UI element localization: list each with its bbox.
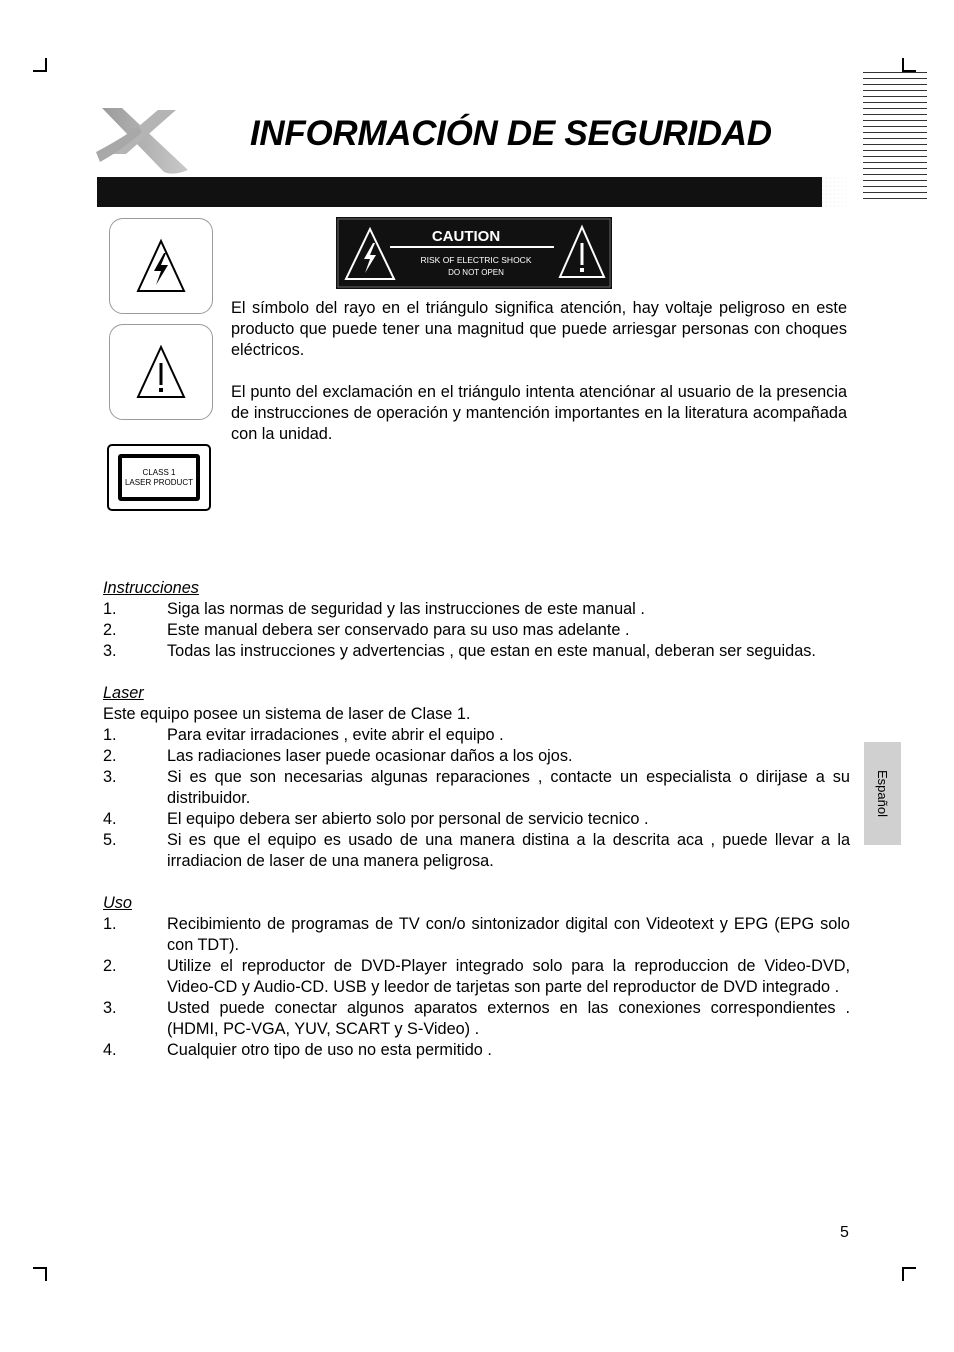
item-text: Si es que son necesarias algunas reparaciones , contacte un especialista o dirijase a su distribuidor. bbox=[167, 768, 850, 807]
lightning-triangle-icon bbox=[346, 229, 394, 279]
section-laser bbox=[103, 683, 850, 872]
item-number: 3. bbox=[103, 999, 117, 1017]
laser-label-line-2: LASER PRODUCT bbox=[124, 477, 193, 487]
item-text: Para evitar irradaciones , evite abrir el equipo . bbox=[167, 726, 504, 744]
caution-label bbox=[336, 217, 612, 289]
list-item bbox=[103, 725, 850, 746]
language-tab-label: Español bbox=[875, 770, 890, 817]
crop-mark-bottom-left bbox=[33, 1267, 47, 1281]
list-item bbox=[103, 1040, 850, 1061]
section-instrucciones bbox=[103, 578, 850, 662]
item-text: Si es que el equipo es usado de una manera distina a la descrita aca , puede llevar a la irradiacion de laser de una manera peligrosa. bbox=[167, 831, 850, 870]
item-number: 1. bbox=[103, 726, 117, 744]
section-title: Uso bbox=[103, 894, 132, 912]
list-item bbox=[103, 767, 850, 809]
exclamation-explanation: El punto del exclamación en el triángulo intenta atenciónar al usuario de la presencia de instrucciones de operación y mantención importantes en la literatura acompañada con la unidad. bbox=[231, 383, 847, 443]
crop-mark-top-left bbox=[33, 58, 47, 72]
symbol-explanations bbox=[231, 298, 847, 466]
item-text: Cualquier otro tipo de uso no esta permitido . bbox=[167, 1041, 492, 1059]
list-item bbox=[103, 998, 850, 1040]
item-number: 3. bbox=[103, 768, 117, 786]
item-number: 4. bbox=[103, 1041, 117, 1059]
item-text: Usted puede conectar algunos aparatos externos en las conexiones correspondientes . (HDMI, PC-VGA, YUV, SCART y S-Video) . bbox=[167, 999, 850, 1038]
item-text: Utilize el reproductor de DVD-Player integrado solo para la reproduccion de Video-DVD, Video-CD y Audio-CD. USB y leedor de tarjetas son parte del reproductor de DVD integrado . bbox=[167, 957, 850, 996]
page-number: 5 bbox=[840, 1224, 849, 1241]
caution-heading: CAUTION bbox=[431, 228, 501, 245]
language-tab bbox=[864, 742, 901, 845]
item-text: Todas las instrucciones y advertencias , que estan en este manual, deberan ser seguidas. bbox=[167, 642, 816, 660]
item-number: 2. bbox=[103, 621, 117, 639]
caution-line-2: DO NOT OPEN bbox=[448, 268, 504, 277]
list-item bbox=[103, 746, 850, 767]
lightning-triangle-icon bbox=[110, 219, 212, 313]
item-number: 2. bbox=[103, 747, 117, 765]
item-number: 1. bbox=[103, 600, 117, 618]
item-number: 3. bbox=[103, 642, 117, 660]
safety-content bbox=[103, 578, 850, 1082]
crop-mark-bottom-right bbox=[902, 1267, 916, 1281]
exclamation-triangle-icon bbox=[560, 227, 604, 277]
list-item bbox=[103, 956, 850, 998]
list-item bbox=[103, 914, 850, 956]
striped-tab-decoration bbox=[863, 72, 927, 200]
brand-logo-x bbox=[96, 106, 196, 176]
section-uso bbox=[103, 893, 850, 1061]
item-text: Las radiaciones laser puede ocasionar daños a los ojos. bbox=[167, 747, 573, 765]
lightning-explanation: El símbolo del rayo en el triángulo significa atención, hay voltaje peligroso en este producto que puede tener una magnitud que puede arriesgar personas con choques eléctricos. bbox=[231, 299, 847, 359]
page-title: INFORMACIÓN DE SEGURIDAD bbox=[250, 114, 772, 153]
item-text: Siga las normas de seguridad y las instrucciones de este manual . bbox=[167, 600, 645, 618]
list-item bbox=[103, 809, 850, 830]
section-intro: Este equipo posee un sistema de laser de Clase 1. bbox=[103, 705, 471, 723]
laser-label-line-1: CLASS 1 bbox=[142, 467, 176, 477]
item-number: 2. bbox=[103, 957, 117, 975]
exclamation-triangle-icon bbox=[110, 325, 212, 419]
caution-line-1: RISK OF ELECTRIC SHOCK bbox=[420, 255, 532, 265]
list-item bbox=[103, 830, 850, 872]
list-item bbox=[103, 641, 850, 662]
item-text: Recibimiento de programas de TV con/o sintonizador digital con Videotext y EPG (EPG solo con TDT). bbox=[167, 915, 850, 954]
item-text: Este manual debera ser conservado para su uso mas adelante . bbox=[167, 621, 630, 639]
header-bar bbox=[97, 177, 853, 207]
item-text: El equipo debera ser abierto solo por personal de servicio tecnico . bbox=[167, 810, 649, 828]
crop-mark-top-right bbox=[902, 58, 916, 72]
list-item bbox=[103, 620, 850, 641]
item-number: 4. bbox=[103, 810, 117, 828]
item-number: 1. bbox=[103, 915, 117, 933]
list-item bbox=[103, 599, 850, 620]
section-title: Laser bbox=[103, 684, 144, 702]
lightning-warning-box bbox=[109, 218, 213, 314]
class1-laser-label bbox=[107, 444, 211, 511]
item-number: 5. bbox=[103, 831, 117, 849]
section-title: Instrucciones bbox=[103, 579, 199, 597]
exclamation-warning-box bbox=[109, 324, 213, 420]
